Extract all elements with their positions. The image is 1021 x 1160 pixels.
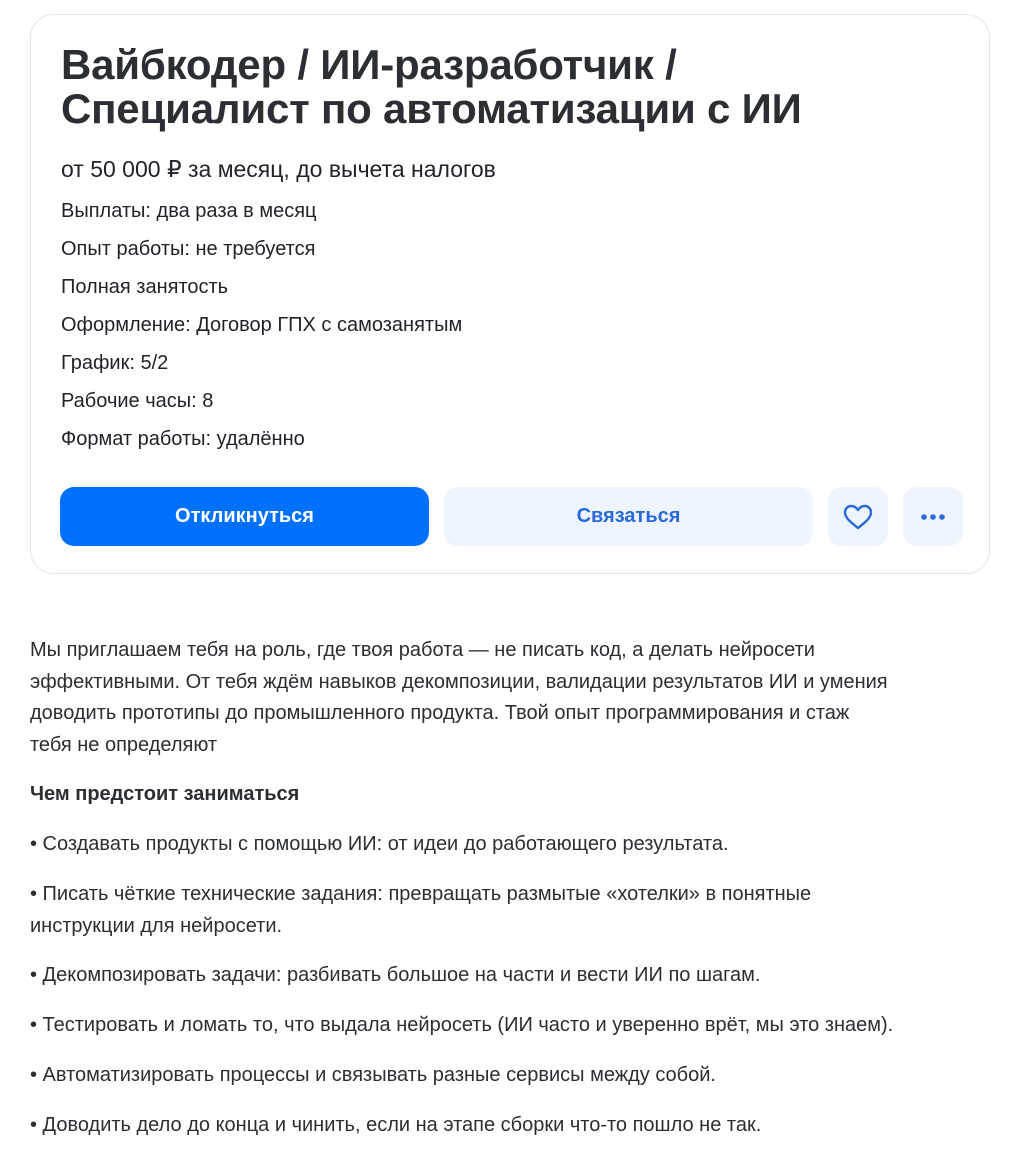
apply-button[interactable]: Откликнуться [60, 487, 429, 546]
description-intro [30, 635, 995, 779]
vacancy-title-line: Вайбкодер / ИИ-разработчик / [61, 41, 677, 88]
fact-contract: Оформление: Договор ГПХ с самозанятым [61, 314, 463, 336]
intro-line: доводить прототипы до промышленного продукта. Твой опыт программирования и стаж [30, 702, 850, 724]
section-title-duties: Чем предстоит заниматься [30, 783, 300, 805]
more-button[interactable] [903, 487, 963, 546]
fact-schedule: График: 5/2 [61, 352, 169, 374]
duty-item-line: • Декомпозировать задачи: разбивать большое на части и вести ИИ по шагам. [30, 964, 761, 986]
duty-item [30, 1110, 995, 1160]
fact-experience: Опыт работы: не требуется [61, 238, 316, 260]
duty-item [30, 960, 995, 1010]
vacancy-title [61, 43, 961, 131]
fact-work-format: Формат работы: удалённо [61, 428, 305, 450]
duty-item-line: • Тестировать и ломать то, что выдала нейросеть (ИИ часто и уверенно врёт, мы это знаем). [30, 1014, 894, 1036]
duty-item-line: • Автоматизировать процессы и связывать разные сервисы между собой. [30, 1064, 716, 1086]
more-dots-icon [920, 513, 946, 521]
heart-icon [843, 504, 873, 530]
duty-item-line: • Писать чёткие технические задания: превращать размытые «хотелки» в понятные [30, 883, 812, 905]
vacancy-card [30, 14, 990, 574]
salary: от 50 000 ₽ за месяц, до вычета налогов [61, 156, 496, 182]
fact-hours: Рабочие часы: 8 [61, 390, 214, 412]
fact-employment: Полная занятость [61, 276, 229, 298]
duty-item-line: инструкции для нейросети. [30, 914, 283, 937]
duty-item [30, 1060, 995, 1110]
favorite-button[interactable] [828, 487, 888, 546]
duty-item-line: • Доводить дело до конца и чинить, если на этапе сборки что-то пошло не так. [30, 1114, 762, 1136]
contact-button[interactable]: Связаться [444, 487, 813, 546]
vacancy-facts [61, 199, 462, 465]
duty-item-line: • Создавать продукты с помощью ИИ: от идеи до работающего результата. [30, 833, 729, 855]
intro-line: Мы приглашаем тебя на роль, где твоя работа — не писать код, а делать нейросети [30, 639, 815, 661]
duty-item [30, 829, 995, 879]
intro-line: тебя не определяют [30, 733, 218, 756]
vacancy-title-line: Специалист по автоматизации с ИИ [61, 85, 802, 132]
fact-payments: Выплаты: два раза в месяц [61, 200, 317, 222]
duty-item [30, 1010, 995, 1060]
duty-item [30, 879, 995, 960]
vacancy-description [30, 635, 995, 1160]
intro-line: эффективными. От тебя ждём навыков декомпозиции, валидации результатов ИИ и умения [30, 670, 888, 693]
